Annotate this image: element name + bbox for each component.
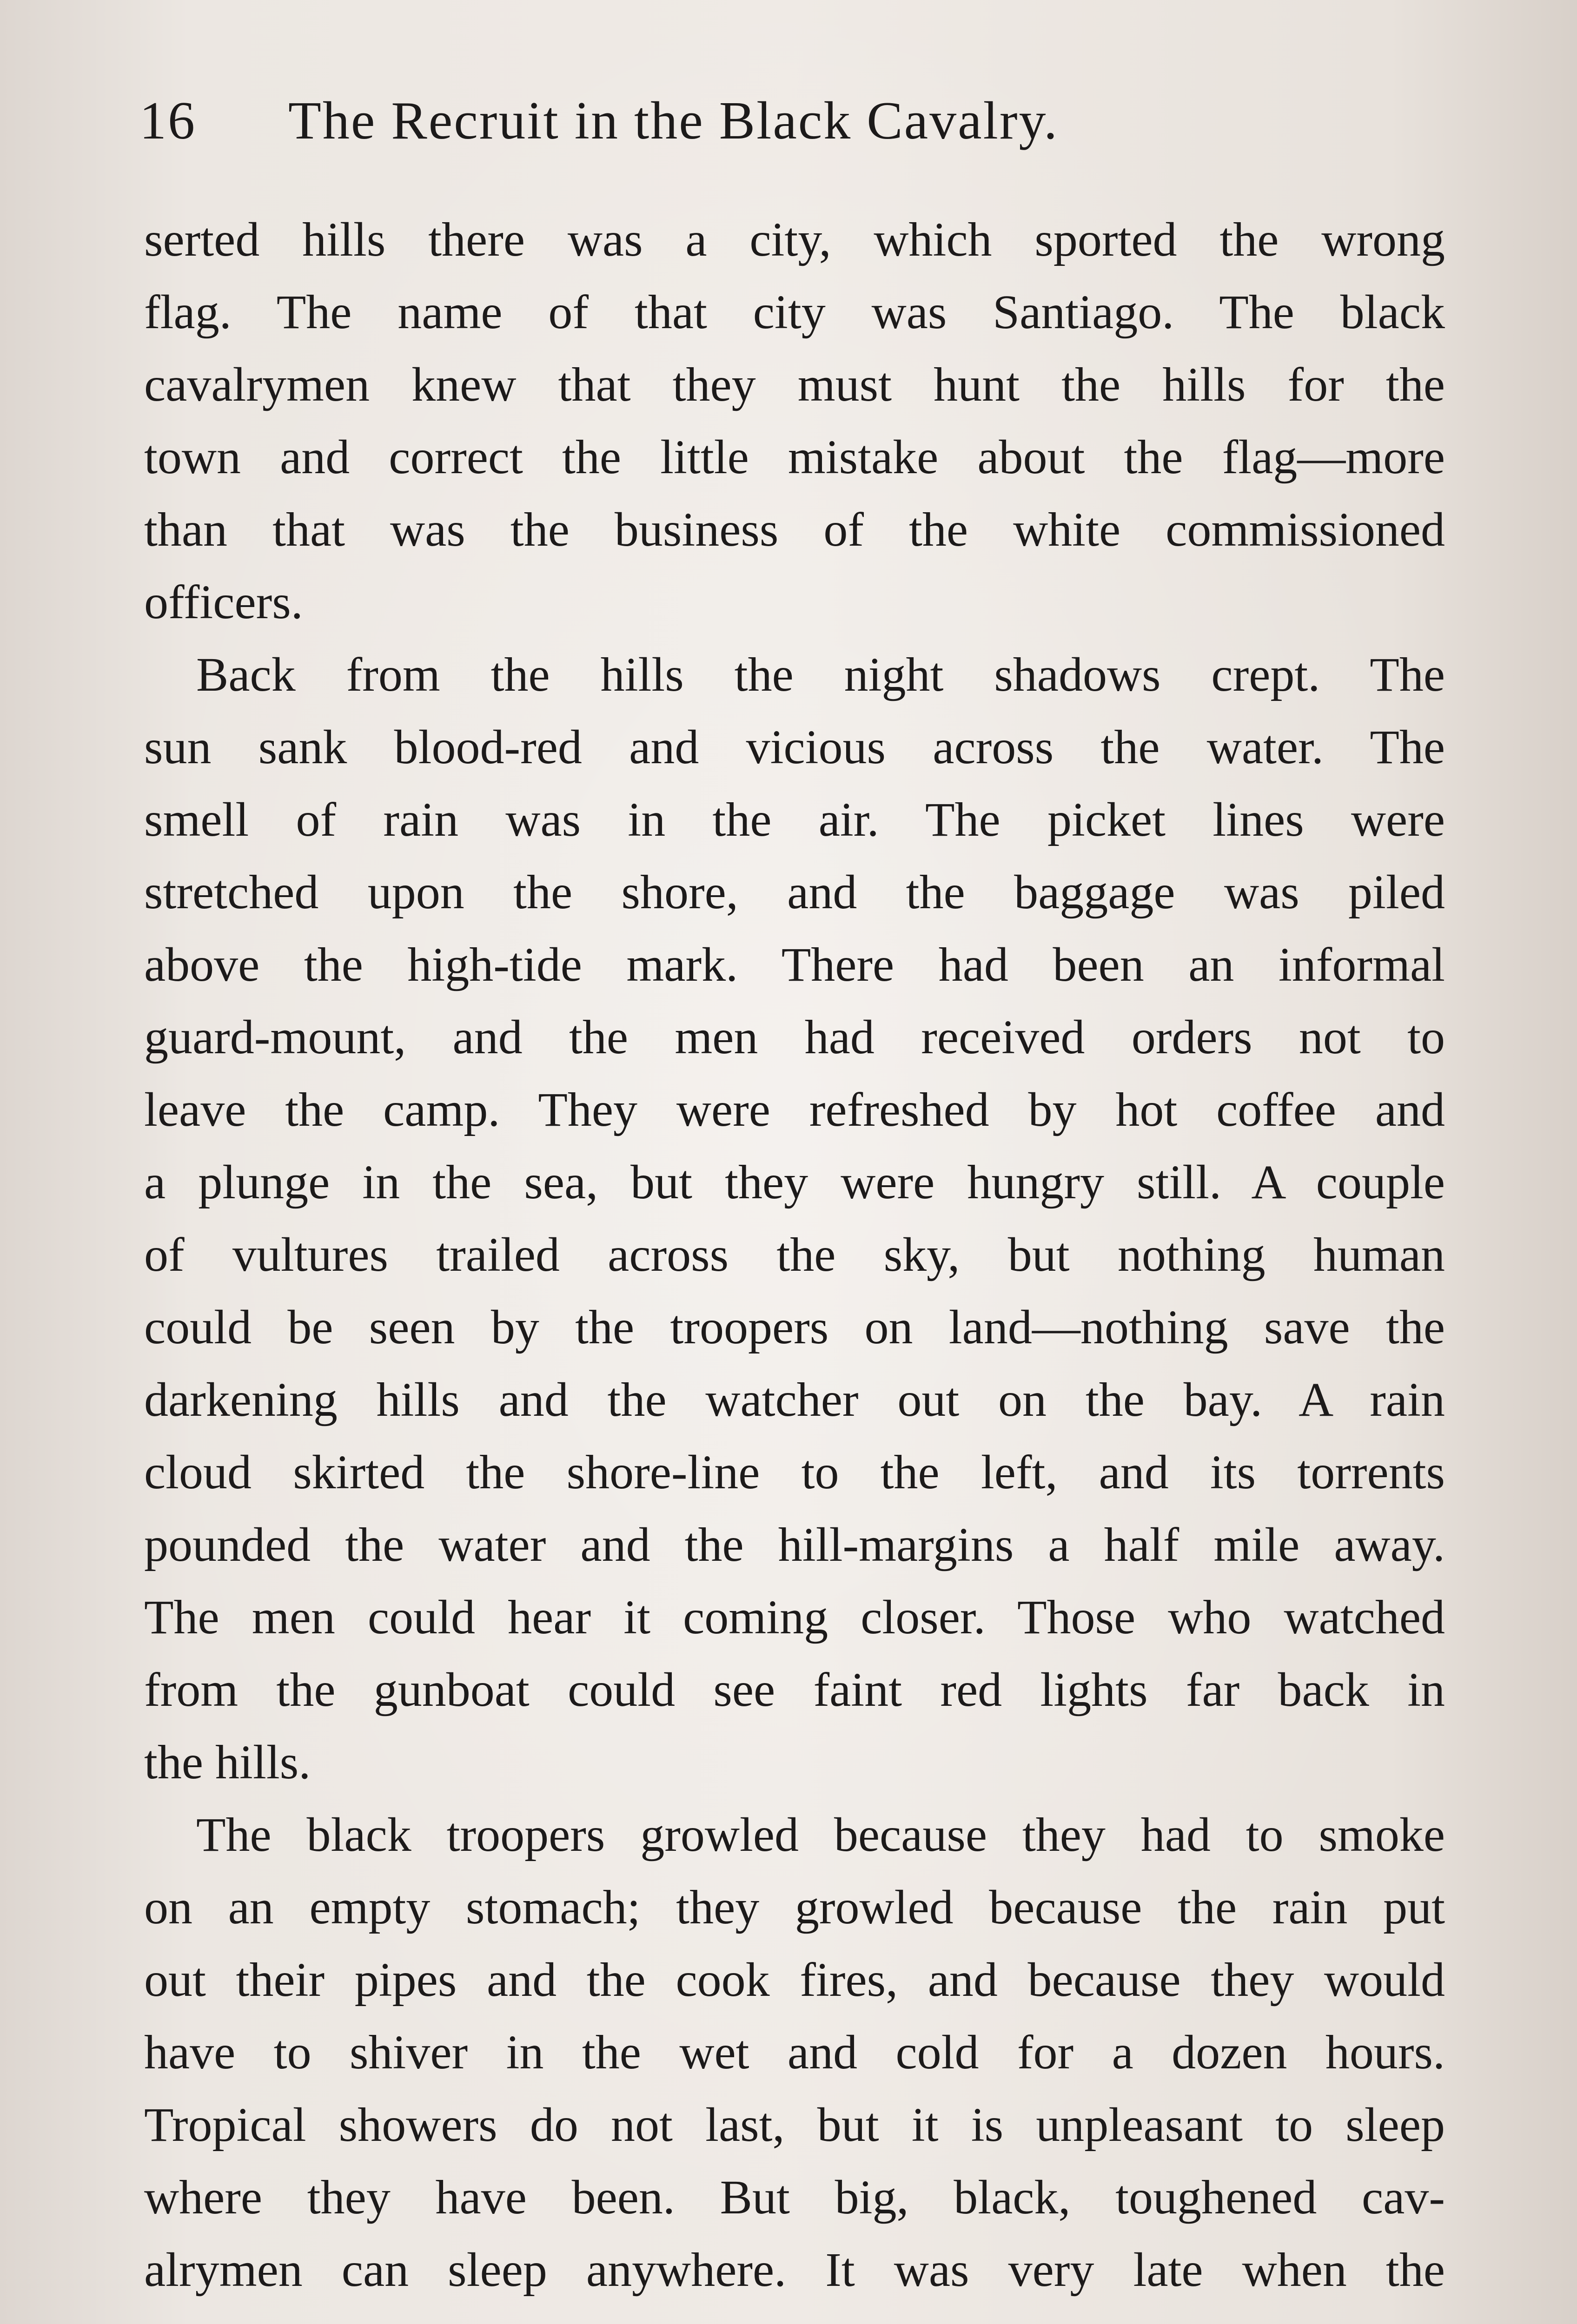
text-line: flag. The name of that city was Santiago. The black	[144, 285, 1445, 339]
running-title: The Recruit in the Black Cavalry.	[288, 91, 1059, 151]
text-line: above the high-tide mark. There had been an informal	[144, 938, 1445, 991]
text-line: guard-mount, and the men had received orders not to	[144, 1010, 1445, 1064]
paragraph-first-line: Back from the hills the night shadows crept. The	[196, 648, 1445, 701]
text-line: from the gunboat could see faint red lights far back in	[144, 1663, 1445, 1717]
text-line: darkening hills and the watcher out on the bay. A rain	[144, 1373, 1445, 1426]
body-text	[144, 204, 1445, 2306]
text-line: town and correct the little mistake about the flag—more	[144, 430, 1445, 484]
text-line: could be seen by the troopers on land—nothing save the	[144, 1301, 1445, 1354]
text-line: on an empty stomach; they growled because the rain put	[144, 1881, 1445, 1934]
text-line: Tropical showers do not last, but it is unpleasant to sleep	[144, 2098, 1445, 2152]
text-line: pounded the water and the hill-margins a half mile away.	[144, 1518, 1445, 1571]
text-line: a plunge in the sea, but they were hungry still. A couple	[144, 1155, 1445, 1209]
paragraph-first-line: The black troopers growled because they had to smoke	[196, 1808, 1445, 1862]
text-line: the hills.	[144, 1736, 311, 1789]
text-line: cavalrymen knew that they must hunt the hills for the	[144, 358, 1445, 411]
text-line: cloud skirted the shore-line to the left, and its torrents	[144, 1446, 1445, 1499]
page-number: 16	[139, 91, 196, 151]
text-line: have to shiver in the wet and cold for a dozen hours.	[144, 2026, 1445, 2079]
text-line: out their pipes and the cook fires, and because they would	[144, 1953, 1445, 2007]
text-line: stretched upon the shore, and the baggage was piled	[144, 865, 1445, 919]
text-line: smell of rain was in the air. The picket lines were	[144, 793, 1445, 846]
text-line: officers.	[144, 575, 303, 629]
text-line: of vultures trailed across the sky, but nothing human	[144, 1228, 1445, 1281]
text-line: The men could hear it coming closer. Those who watched	[144, 1591, 1445, 1644]
text-line: alrymen can sleep anywhere. It was very late when the	[144, 2243, 1445, 2297]
text-line: where they have been. But big, black, toughened cav-	[144, 2171, 1445, 2224]
running-head	[139, 84, 1441, 158]
text-line: serted hills there was a city, which sported the wrong	[144, 213, 1445, 266]
text-line: than that was the business of the white commissioned	[144, 503, 1445, 556]
text-line: sun sank blood-red and vicious across the water. The	[144, 720, 1445, 774]
text-line: leave the camp. They were refreshed by hot coffee and	[144, 1083, 1445, 1136]
